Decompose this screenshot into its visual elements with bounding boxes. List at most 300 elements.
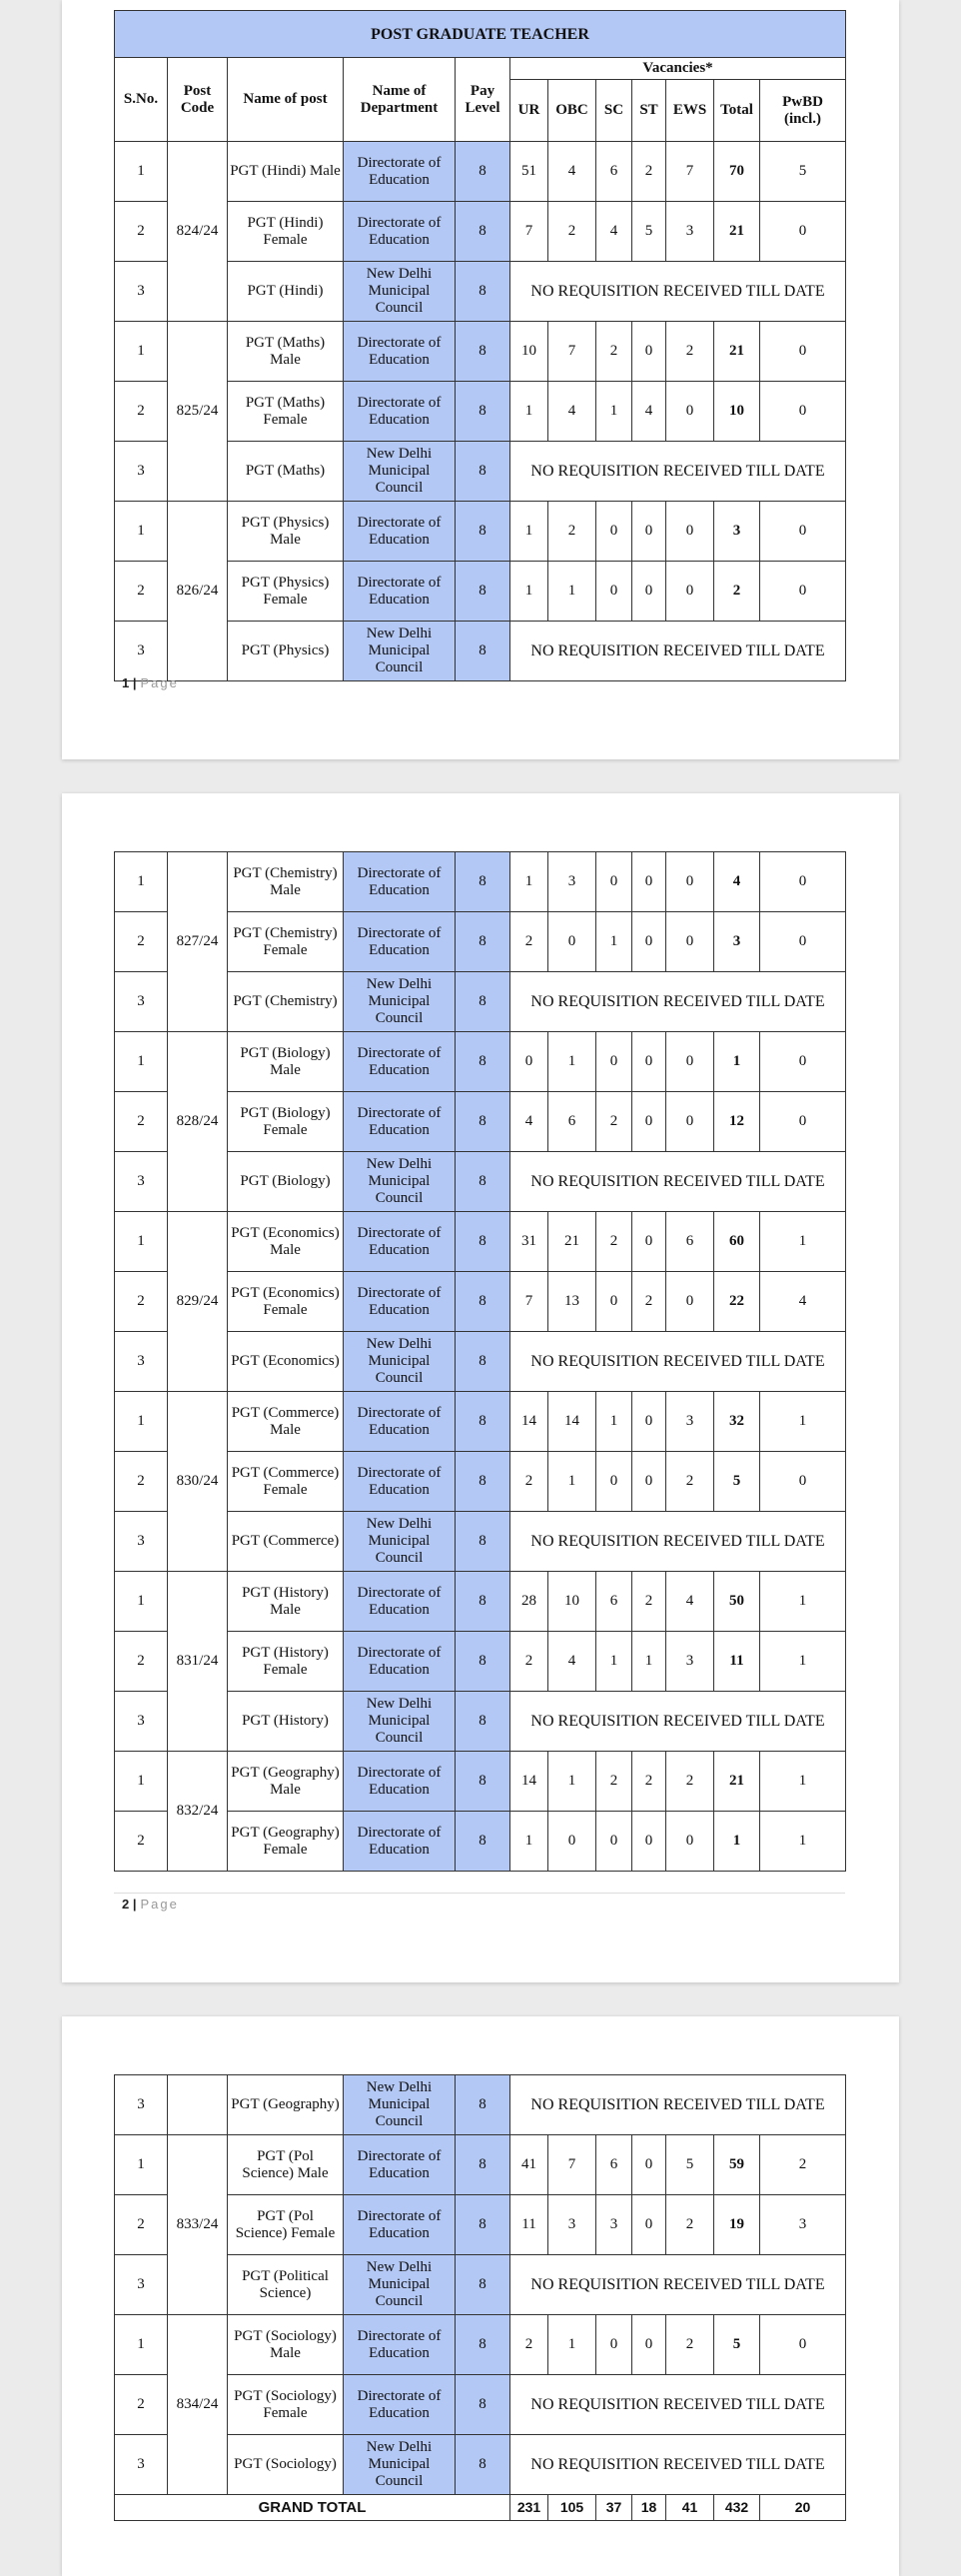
no-requisition-cell: NO REQUISITION RECEIVED TILL DATE <box>510 972 846 1032</box>
pay-level-cell: 8 <box>456 852 510 912</box>
pay-level-cell: 8 <box>456 2195 510 2255</box>
no-requisition-cell: NO REQUISITION RECEIVED TILL DATE <box>510 1512 846 1572</box>
department-cell: Directorate of Education <box>344 562 456 622</box>
sno-cell: 2 <box>115 1272 168 1332</box>
total-cell: 19 <box>714 2195 760 2255</box>
sno-cell: 3 <box>115 1692 168 1752</box>
ews-cell: 0 <box>666 562 714 622</box>
department-cell: New Delhi Municipal Council <box>344 2435 456 2495</box>
total-cell: 50 <box>714 1572 760 1632</box>
ews-cell: 0 <box>666 1092 714 1152</box>
obc-cell: 4 <box>548 1632 596 1692</box>
obc-cell: 3 <box>548 852 596 912</box>
sno-cell: 2 <box>115 2195 168 2255</box>
total-cell: 1 <box>714 1032 760 1092</box>
table-row <box>115 2075 846 2135</box>
post-code-cell: 825/24 <box>168 322 228 502</box>
post-code-cell: 834/24 <box>168 2315 228 2495</box>
obc-cell: 1 <box>548 1752 596 1812</box>
sc-cell: 1 <box>596 1392 632 1452</box>
col-sc-header: SC <box>596 80 632 142</box>
post-name-cell: PGT (Biology) Male <box>228 1032 344 1092</box>
sno-cell: 2 <box>115 1092 168 1152</box>
ews-cell: 3 <box>666 1632 714 1692</box>
no-requisition-cell: NO REQUISITION RECEIVED TILL DATE <box>510 2435 846 2495</box>
pay-level-cell: 8 <box>456 2315 510 2375</box>
no-requisition-cell: NO REQUISITION RECEIVED TILL DATE <box>510 1152 846 1212</box>
sc-cell: 0 <box>596 2315 632 2375</box>
department-cell: Directorate of Education <box>344 2135 456 2195</box>
ews-cell: 6 <box>666 1212 714 1272</box>
ur-cell: 2 <box>510 1632 548 1692</box>
pwbd-cell: 0 <box>760 502 846 562</box>
obc-cell: 13 <box>548 1272 596 1332</box>
pay-level-cell: 8 <box>456 1212 510 1272</box>
pay-level-cell: 8 <box>456 142 510 202</box>
department-cell: Directorate of Education <box>344 382 456 442</box>
pay-level-cell: 8 <box>456 2135 510 2195</box>
post-code-cell: 826/24 <box>168 502 228 681</box>
ur-cell: 1 <box>510 852 548 912</box>
pay-level-cell: 8 <box>456 502 510 562</box>
sno-cell: 1 <box>115 2315 168 2375</box>
st-cell: 0 <box>632 852 666 912</box>
grand-total-ur: 231 <box>510 2495 548 2521</box>
table-row <box>115 322 846 382</box>
sc-cell: 6 <box>596 2135 632 2195</box>
pwbd-cell: 0 <box>760 2315 846 2375</box>
post-name-cell: PGT (History) <box>228 1692 344 1752</box>
department-cell: Directorate of Education <box>344 1032 456 1092</box>
ews-cell: 2 <box>666 2315 714 2375</box>
pwbd-cell: 3 <box>760 2195 846 2255</box>
ur-cell: 14 <box>510 1752 548 1812</box>
department-cell: Directorate of Education <box>344 1752 456 1812</box>
ews-cell: 0 <box>666 382 714 442</box>
col-obc-header: OBC <box>548 80 596 142</box>
ews-cell: 2 <box>666 1452 714 1512</box>
st-cell: 0 <box>632 2315 666 2375</box>
sno-cell: 1 <box>115 502 168 562</box>
sc-cell: 1 <box>596 1632 632 1692</box>
no-requisition-cell: NO REQUISITION RECEIVED TILL DATE <box>510 442 846 502</box>
col-sno-header: S.No. <box>115 58 168 142</box>
sc-cell: 3 <box>596 2195 632 2255</box>
col-dept-header: Name of Department <box>344 58 456 142</box>
obc-cell: 4 <box>548 382 596 442</box>
department-cell: New Delhi Municipal Council <box>344 262 456 322</box>
pwbd-cell: 0 <box>760 322 846 382</box>
post-code-cell: 828/24 <box>168 1032 228 1212</box>
sno-cell: 2 <box>115 1812 168 1872</box>
post-name-cell: PGT (Geography) <box>228 2075 344 2135</box>
pwbd-cell: 0 <box>760 1092 846 1152</box>
obc-cell: 10 <box>548 1572 596 1632</box>
document-page-1 <box>62 0 899 759</box>
ews-cell: 3 <box>666 202 714 262</box>
st-cell: 1 <box>632 1632 666 1692</box>
grand-total-total: 432 <box>714 2495 760 2521</box>
page-separator: | <box>132 675 137 690</box>
ews-cell: 0 <box>666 502 714 562</box>
department-cell: Directorate of Education <box>344 912 456 972</box>
department-cell: New Delhi Municipal Council <box>344 1512 456 1572</box>
vacancy-table-page-2 <box>114 851 846 1872</box>
pwbd-cell: 0 <box>760 852 846 912</box>
sno-cell: 1 <box>115 1392 168 1452</box>
st-cell: 0 <box>632 912 666 972</box>
obc-cell: 1 <box>548 2315 596 2375</box>
table-title: POST GRADUATE TEACHER <box>115 11 846 58</box>
total-cell: 4 <box>714 852 760 912</box>
ur-cell: 4 <box>510 1092 548 1152</box>
sno-cell: 3 <box>115 2075 168 2135</box>
pwbd-cell: 5 <box>760 142 846 202</box>
ur-cell: 10 <box>510 322 548 382</box>
sc-cell: 0 <box>596 1272 632 1332</box>
department-cell: New Delhi Municipal Council <box>344 622 456 681</box>
obc-cell: 2 <box>548 202 596 262</box>
department-cell: Directorate of Education <box>344 852 456 912</box>
grand-total-label: GRAND TOTAL <box>115 2495 510 2521</box>
post-code-cell: 831/24 <box>168 1572 228 1752</box>
total-cell: 5 <box>714 1452 760 1512</box>
department-cell: Directorate of Education <box>344 1092 456 1152</box>
department-cell: Directorate of Education <box>344 2195 456 2255</box>
department-cell: Directorate of Education <box>344 2375 456 2435</box>
pay-level-cell: 8 <box>456 1392 510 1452</box>
sno-cell: 2 <box>115 1632 168 1692</box>
ews-cell: 0 <box>666 1032 714 1092</box>
post-name-cell: PGT (Commerce) Male <box>228 1392 344 1452</box>
pay-level-cell: 8 <box>456 2255 510 2315</box>
pay-level-cell: 8 <box>456 972 510 1032</box>
post-name-cell: PGT (History) Male <box>228 1572 344 1632</box>
sc-cell: 0 <box>596 1452 632 1512</box>
total-cell: 32 <box>714 1392 760 1452</box>
document-page-2 <box>62 793 899 1982</box>
ur-cell: 2 <box>510 1452 548 1512</box>
post-name-cell: PGT (Sociology) Female <box>228 2375 344 2435</box>
sno-cell: 1 <box>115 1032 168 1092</box>
department-cell: Directorate of Education <box>344 1212 456 1272</box>
pwbd-cell: 0 <box>760 562 846 622</box>
ews-cell: 2 <box>666 2195 714 2255</box>
page-word: Page <box>140 1897 179 1912</box>
sc-cell: 0 <box>596 1032 632 1092</box>
pay-level-cell: 8 <box>456 912 510 972</box>
grand-total-obc: 105 <box>548 2495 596 2521</box>
post-name-cell: PGT (Economics) Female <box>228 1272 344 1332</box>
sno-cell: 1 <box>115 1212 168 1272</box>
sc-cell: 2 <box>596 1092 632 1152</box>
post-name-cell: PGT (History) Female <box>228 1632 344 1692</box>
table-row <box>115 2315 846 2375</box>
post-code-cell: 833/24 <box>168 2135 228 2315</box>
pay-level-cell: 8 <box>456 1812 510 1872</box>
post-name-cell: PGT (Hindi) <box>228 262 344 322</box>
page-footer <box>122 675 179 690</box>
pwbd-cell: 2 <box>760 2135 846 2195</box>
sc-cell: 2 <box>596 1212 632 1272</box>
pay-level-cell: 8 <box>456 1092 510 1152</box>
pay-level-cell: 8 <box>456 1272 510 1332</box>
post-code-cell: 830/24 <box>168 1392 228 1572</box>
no-requisition-cell: NO REQUISITION RECEIVED TILL DATE <box>510 1332 846 1392</box>
vacancy-table-page-1 <box>114 10 846 681</box>
pwbd-cell: 0 <box>760 382 846 442</box>
sno-cell: 1 <box>115 142 168 202</box>
pay-level-cell: 8 <box>456 322 510 382</box>
total-cell: 3 <box>714 502 760 562</box>
sc-cell: 1 <box>596 912 632 972</box>
pay-level-cell: 8 <box>456 1032 510 1092</box>
pay-level-cell: 8 <box>456 1452 510 1512</box>
post-code-cell: 827/24 <box>168 852 228 1032</box>
sno-cell: 3 <box>115 972 168 1032</box>
post-code-cell-continued <box>168 2075 228 2135</box>
st-cell: 0 <box>632 2135 666 2195</box>
col-vacancies-header: Vacancies* <box>510 58 846 80</box>
table-row <box>115 1572 846 1632</box>
post-name-cell: PGT (Biology) Female <box>228 1092 344 1152</box>
st-cell: 0 <box>632 322 666 382</box>
table-row <box>115 852 846 912</box>
sc-cell: 0 <box>596 852 632 912</box>
sc-cell: 6 <box>596 142 632 202</box>
sno-cell: 2 <box>115 562 168 622</box>
ur-cell: 51 <box>510 142 548 202</box>
col-st-header: ST <box>632 80 666 142</box>
pwbd-cell: 1 <box>760 1812 846 1872</box>
post-name-cell: PGT (Political Science) <box>228 2255 344 2315</box>
st-cell: 2 <box>632 1572 666 1632</box>
post-name-cell: PGT (Geography) Female <box>228 1812 344 1872</box>
table-row <box>115 502 846 562</box>
grand-total-ews: 41 <box>666 2495 714 2521</box>
department-cell: Directorate of Education <box>344 2315 456 2375</box>
obc-cell: 7 <box>548 322 596 382</box>
department-cell: Directorate of Education <box>344 1572 456 1632</box>
department-cell: Directorate of Education <box>344 1272 456 1332</box>
post-name-cell: PGT (Hindi) Female <box>228 202 344 262</box>
page-number: 2 <box>122 1897 130 1912</box>
pay-level-cell: 8 <box>456 382 510 442</box>
total-cell: 1 <box>714 1812 760 1872</box>
st-cell: 0 <box>632 502 666 562</box>
post-name-cell: PGT (Biology) <box>228 1152 344 1212</box>
total-cell: 70 <box>714 142 760 202</box>
department-cell: Directorate of Education <box>344 502 456 562</box>
post-name-cell: PGT (Chemistry) Male <box>228 852 344 912</box>
st-cell: 2 <box>632 1752 666 1812</box>
post-name-cell: PGT (Hindi) Male <box>228 142 344 202</box>
ur-cell: 1 <box>510 382 548 442</box>
grand-total-sc: 37 <box>596 2495 632 2521</box>
obc-cell: 2 <box>548 502 596 562</box>
post-name-cell: PGT (Chemistry) Female <box>228 912 344 972</box>
department-cell: New Delhi Municipal Council <box>344 1692 456 1752</box>
obc-cell: 7 <box>548 2135 596 2195</box>
pwbd-cell: 4 <box>760 1272 846 1332</box>
ews-cell: 4 <box>666 1572 714 1632</box>
table-row <box>115 2135 846 2195</box>
post-name-cell: PGT (Sociology) Male <box>228 2315 344 2375</box>
post-name-cell: PGT (Maths) <box>228 442 344 502</box>
no-requisition-cell: NO REQUISITION RECEIVED TILL DATE <box>510 1692 846 1752</box>
col-ur-header: UR <box>510 80 548 142</box>
total-cell: 21 <box>714 1752 760 1812</box>
pwbd-cell: 1 <box>760 1632 846 1692</box>
sno-cell: 2 <box>115 382 168 442</box>
sno-cell: 2 <box>115 202 168 262</box>
col-post-name-header: Name of post <box>228 58 344 142</box>
obc-cell: 21 <box>548 1212 596 1272</box>
department-cell: New Delhi Municipal Council <box>344 2075 456 2135</box>
department-cell: Directorate of Education <box>344 1632 456 1692</box>
post-code-cell: 832/24 <box>168 1752 228 1872</box>
st-cell: 0 <box>632 1812 666 1872</box>
pay-level-cell: 8 <box>456 2375 510 2435</box>
department-cell: New Delhi Municipal Council <box>344 2255 456 2315</box>
ur-cell: 14 <box>510 1392 548 1452</box>
sno-cell: 2 <box>115 912 168 972</box>
st-cell: 0 <box>632 1392 666 1452</box>
pwbd-cell: 0 <box>760 1452 846 1512</box>
total-cell: 2 <box>714 562 760 622</box>
post-name-cell: PGT (Maths) Female <box>228 382 344 442</box>
sc-cell: 0 <box>596 502 632 562</box>
department-cell: New Delhi Municipal Council <box>344 972 456 1032</box>
grand-total-pwbd: 20 <box>760 2495 846 2521</box>
post-name-cell: PGT (Pol Science) Female <box>228 2195 344 2255</box>
sc-cell: 0 <box>596 1812 632 1872</box>
page-separator: | <box>132 1897 137 1912</box>
department-cell: New Delhi Municipal Council <box>344 1152 456 1212</box>
ews-cell: 3 <box>666 1392 714 1452</box>
obc-cell: 6 <box>548 1092 596 1152</box>
ews-cell: 0 <box>666 1272 714 1332</box>
table-row <box>115 1212 846 1272</box>
grand-total-row <box>115 2495 846 2521</box>
col-pay-header: Pay Level <box>456 58 510 142</box>
total-cell: 3 <box>714 912 760 972</box>
sno-cell: 1 <box>115 322 168 382</box>
sno-cell: 1 <box>115 1572 168 1632</box>
st-cell: 0 <box>632 1212 666 1272</box>
pwbd-cell: 1 <box>760 1572 846 1632</box>
obc-cell: 0 <box>548 1812 596 1872</box>
pay-level-cell: 8 <box>456 562 510 622</box>
sno-cell: 3 <box>115 1512 168 1572</box>
post-name-cell: PGT (Commerce) Female <box>228 1452 344 1512</box>
no-requisition-cell: NO REQUISITION RECEIVED TILL DATE <box>510 2375 846 2435</box>
col-pwbd-header: PwBD (incl.) <box>760 80 846 142</box>
col-post-code-header: Post Code <box>168 58 228 142</box>
obc-cell: 14 <box>548 1392 596 1452</box>
post-name-cell: PGT (Sociology) <box>228 2435 344 2495</box>
page-number: 1 <box>122 675 130 690</box>
ews-cell: 5 <box>666 2135 714 2195</box>
sno-cell: 1 <box>115 1752 168 1812</box>
obc-cell: 1 <box>548 1032 596 1092</box>
obc-cell: 3 <box>548 2195 596 2255</box>
st-cell: 0 <box>632 1452 666 1512</box>
col-total-header: Total <box>714 80 760 142</box>
ur-cell: 1 <box>510 502 548 562</box>
post-name-cell: PGT (Commerce) <box>228 1512 344 1572</box>
ews-cell: 0 <box>666 852 714 912</box>
st-cell: 0 <box>632 1092 666 1152</box>
table-row <box>115 142 846 202</box>
post-name-cell: PGT (Physics) <box>228 622 344 681</box>
post-name-cell: PGT (Maths) Male <box>228 322 344 382</box>
no-requisition-cell: NO REQUISITION RECEIVED TILL DATE <box>510 2075 846 2135</box>
sc-cell: 0 <box>596 562 632 622</box>
ews-cell: 0 <box>666 1812 714 1872</box>
pay-level-cell: 8 <box>456 1692 510 1752</box>
pwbd-cell: 1 <box>760 1752 846 1812</box>
post-name-cell: PGT (Economics) Male <box>228 1212 344 1272</box>
department-cell: Directorate of Education <box>344 142 456 202</box>
pay-level-cell: 8 <box>456 1332 510 1392</box>
ur-cell: 31 <box>510 1212 548 1272</box>
post-name-cell: PGT (Economics) <box>228 1332 344 1392</box>
total-cell: 21 <box>714 202 760 262</box>
sno-cell: 3 <box>115 1152 168 1212</box>
ews-cell: 7 <box>666 142 714 202</box>
table-row <box>115 1752 846 1812</box>
total-cell: 11 <box>714 1632 760 1692</box>
st-cell: 0 <box>632 1032 666 1092</box>
col-ews-header: EWS <box>666 80 714 142</box>
pay-level-cell: 8 <box>456 1632 510 1692</box>
obc-cell: 1 <box>548 1452 596 1512</box>
ur-cell: 2 <box>510 912 548 972</box>
pwbd-cell: 0 <box>760 1032 846 1092</box>
page-word: Page <box>140 675 179 690</box>
st-cell: 2 <box>632 142 666 202</box>
st-cell: 4 <box>632 382 666 442</box>
sno-cell: 1 <box>115 852 168 912</box>
page-footer <box>122 1897 179 1912</box>
obc-cell: 0 <box>548 912 596 972</box>
pay-level-cell: 8 <box>456 2075 510 2135</box>
total-cell: 60 <box>714 1212 760 1272</box>
ur-cell: 28 <box>510 1572 548 1632</box>
department-cell: Directorate of Education <box>344 322 456 382</box>
sno-cell: 3 <box>115 622 168 681</box>
department-cell: Directorate of Education <box>344 1452 456 1512</box>
no-requisition-cell: NO REQUISITION RECEIVED TILL DATE <box>510 622 846 681</box>
ur-cell: 2 <box>510 2315 548 2375</box>
department-cell: Directorate of Education <box>344 202 456 262</box>
grand-total-st: 18 <box>632 2495 666 2521</box>
post-name-cell: PGT (Chemistry) <box>228 972 344 1032</box>
pay-level-cell: 8 <box>456 622 510 681</box>
table-row <box>115 1032 846 1092</box>
post-name-cell: PGT (Physics) Female <box>228 562 344 622</box>
no-requisition-cell: NO REQUISITION RECEIVED TILL DATE <box>510 2255 846 2315</box>
ur-cell: 41 <box>510 2135 548 2195</box>
pay-level-cell: 8 <box>456 1572 510 1632</box>
department-cell: Directorate of Education <box>344 1812 456 1872</box>
table-row <box>115 1392 846 1452</box>
st-cell: 2 <box>632 1272 666 1332</box>
total-cell: 21 <box>714 322 760 382</box>
pay-level-cell: 8 <box>456 1152 510 1212</box>
sno-cell: 3 <box>115 2255 168 2315</box>
